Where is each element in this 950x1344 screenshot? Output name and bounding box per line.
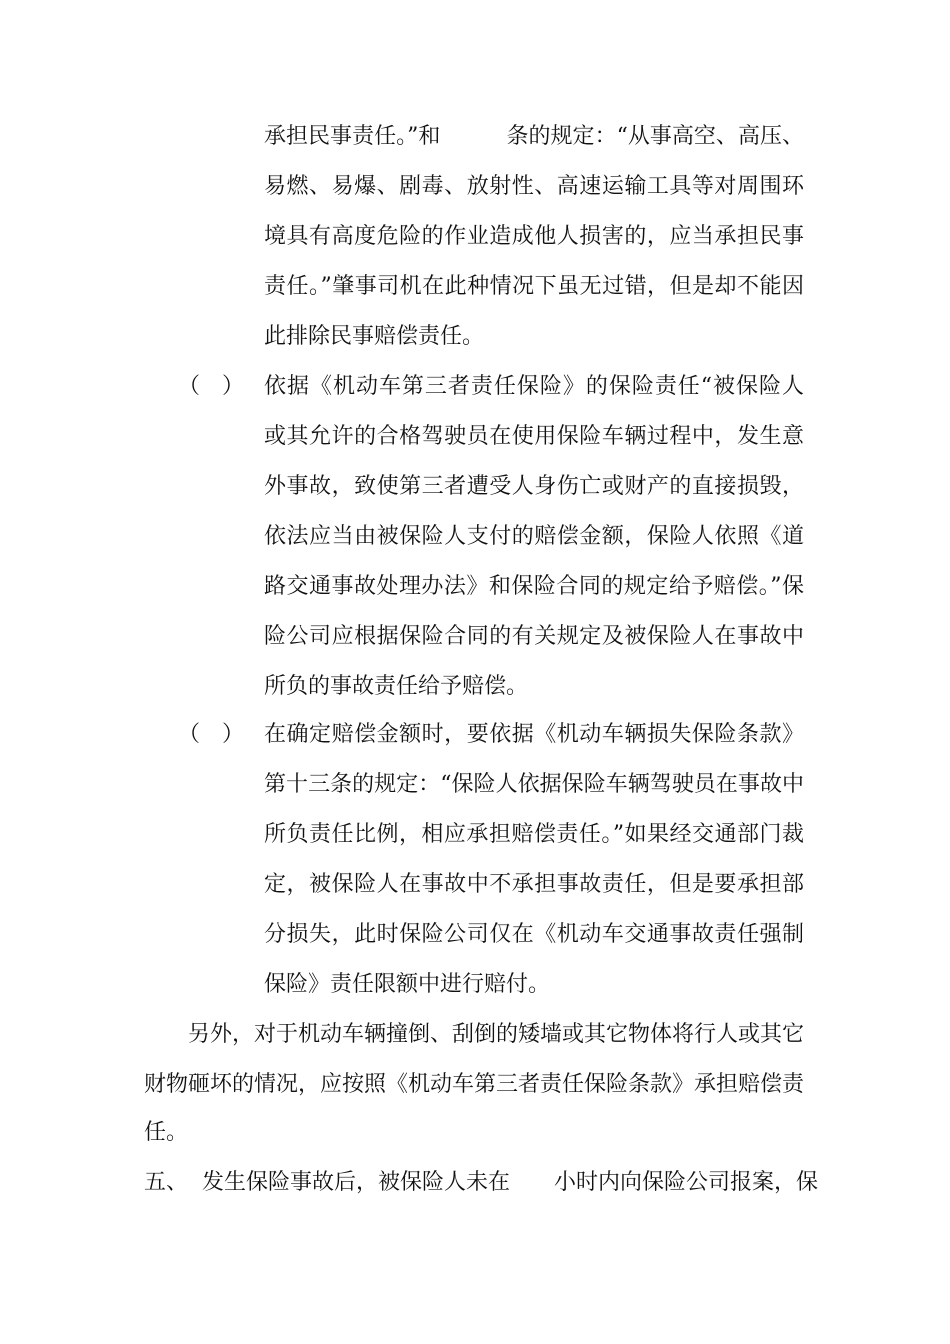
list-marker: （ ） — [178, 374, 245, 399]
text-line: 第十三条的规定：“保险人依据保险车辆驾驶员在事故中 — [264, 772, 804, 797]
text-line: 定，被保险人在事故中不承担事故责任，但是要承担部 — [264, 872, 804, 897]
text-line: 财物砸坏的情况，应按照《机动车第三者责任保险条款》承担赔偿责 — [144, 1072, 805, 1097]
text-line: 路交通事故处理办法》和保险合同的规定给予赔偿。”保 — [264, 574, 804, 599]
text-line: 发生保险事故后，被保险人未在 小时内向保险公司报案，保 — [202, 1170, 819, 1195]
text-line: 或其允许的合格驾驶员在使用保险车辆过程中，发生意 — [264, 424, 804, 449]
text-line: 所负的事故责任给予赔偿。 — [264, 674, 529, 699]
text-line: 保险》责任限额中进行赔付。 — [264, 972, 551, 997]
text-line: 所负责任比例，相应承担赔偿责任。”如果经交通部门裁 — [264, 822, 804, 847]
text-line: 依法应当由被保险人支付的赔偿金额，保险人依照《道 — [264, 524, 804, 549]
text-line: 此排除民事赔偿责任。 — [264, 324, 485, 349]
text-line: 承担民事责任。”和 条的规定：“从事高空、高压、 — [264, 124, 804, 149]
list-marker: （ ） — [178, 722, 245, 747]
text-line: 依据《机动车第三者责任保险》的保险责任“被保险人 — [264, 374, 804, 399]
text-line: 在确定赔偿金额时，要依据《机动车辆损失保险条款》 — [264, 722, 804, 747]
text-line: 分损失，此时保险公司仅在《机动车交通事故责任强制 — [264, 922, 804, 947]
text-line: 责任。”肇事司机在此种情况下虽无过错，但是却不能因 — [264, 274, 804, 299]
text-line: 险公司应根据保险合同的有关规定及被保险人在事故中 — [264, 624, 804, 649]
section-number: 五、 — [144, 1170, 189, 1195]
text-line: 另外，对于机动车辆撞倒、刮倒的矮墙或其它物体将行人或其它 — [188, 1022, 805, 1047]
text-line: 易燃、易爆、剧毒、放射性、高速运输工具等对周围环 — [264, 174, 804, 199]
text-line: 外事故，致使第三者遭受人身伤亡或财产的直接损毁， — [264, 474, 804, 499]
text-line: 境具有高度危险的作业造成他人损害的，应当承担民事 — [264, 224, 804, 249]
text-line: 任。 — [144, 1120, 189, 1145]
